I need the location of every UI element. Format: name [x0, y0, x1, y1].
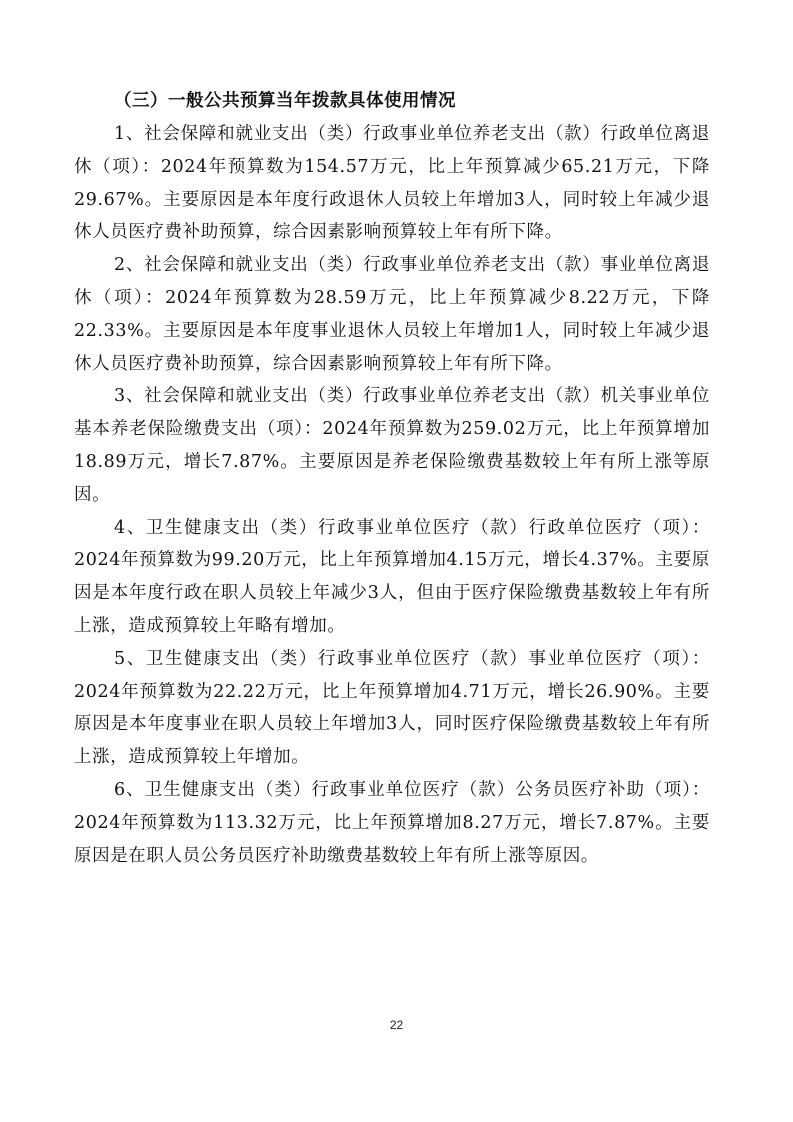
- section-title: （三）一般公共预算当年拨款具体使用情况: [114, 91, 456, 111]
- paragraph-6: 6、卫生健康支出（类）行政事业单位医疗（款）公务员医疗补助（项）：2024年预算数为113.32万元，比上年预算增加8.27万元，增长7.87%。主要原因是在职人员公务员医疗补助缴费基数较上年有所上涨等原因。: [74, 779, 710, 866]
- paragraph-2: 2、社会保障和就业支出（类）行政事业单位养老支出（款）事业单位离退休（项）：2024年预算数为28.59万元，比上年预算减少8.22万元，下降22.33%。主要原因是本年度事业退休人员较上年增加1人，同时较上年减少退休人员医疗费补助预算，综合因素影响预算较上年有所下降。: [74, 255, 710, 374]
- paragraph-3: 3、社会保障和就业支出（类）行政事业单位养老支出（款）机关事业单位基本养老保险缴费支出（项）：2024年预算数为259.02万元，比上年预算增加18.89万元，增长7.87%。主要原因是养老保险缴费基数较上年有所上涨等原因。: [74, 386, 710, 505]
- document-body: [74, 86, 710, 872]
- paragraph-5: 5、卫生健康支出（类）行政事业单位医疗（款）事业单位医疗（项）：2024年预算数为22.22万元，比上年预算增加4.71万元，增长26.90%。主要原因是本年度事业在职人员较上年增加3人，同时医疗保险缴费基数较上年有所上涨，造成预算较上年增加。: [74, 648, 710, 768]
- paragraph-4: 4、卫生健康支出（类）行政事业单位医疗（款）行政单位医疗（项）：2024年预算数为99.20万元，比上年预算增加4.15万元，增长4.37%。主要原因是本年度行政在职人员较上年减少3人，但由于医疗保险缴费基数较上年有所上涨，造成预算较上年略有增加。: [74, 517, 710, 636]
- page-number: 22: [389, 1018, 404, 1032]
- paragraph-1: 1、社会保障和就业支出（类）行政事业单位养老支出（款）行政单位离退休（项）：2024年预算数为154.57万元，比上年预算减少65.21万元，下降29.67%。主要原因是本年度行政退休人员较上年增加3人，同时较上年减少退休人员医疗费补助预算，综合因素影响预算较上年有所下降。: [74, 124, 710, 243]
